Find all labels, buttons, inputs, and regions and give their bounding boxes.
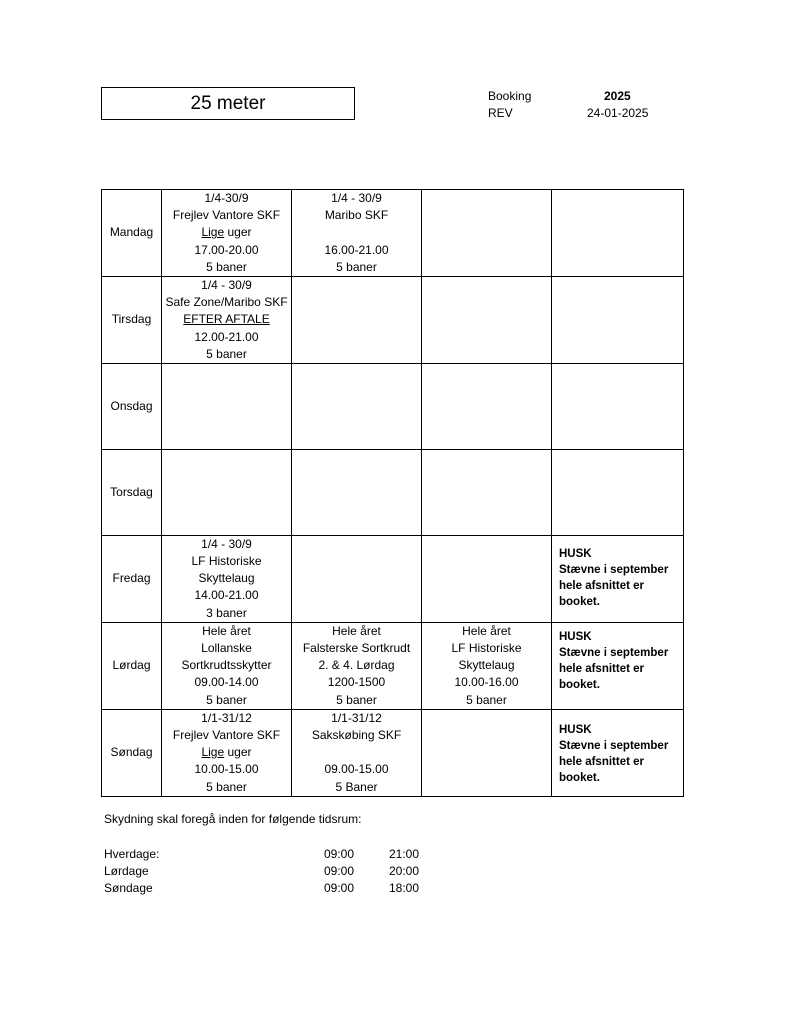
booking-cell xyxy=(162,622,292,709)
time-from: 09:00 xyxy=(324,847,355,861)
booking-line: Lollanske xyxy=(201,641,252,655)
reminder-cell xyxy=(552,622,684,709)
booking-line: 5 Baner xyxy=(335,779,378,794)
booking-cell xyxy=(552,190,684,277)
booking-line: 5 baner xyxy=(206,346,247,361)
reminder-line: HUSK xyxy=(559,630,592,643)
rev-label: REV xyxy=(488,106,513,120)
booking-line: Sortkrudtsskytter xyxy=(181,658,272,673)
booking-line: EFTER AFTALE xyxy=(183,312,270,327)
day-label: Mandag xyxy=(102,190,162,277)
schedule-row xyxy=(102,363,684,449)
booking-cell xyxy=(552,449,684,535)
booking-cell xyxy=(422,535,552,622)
booking-line: Hele året xyxy=(202,623,251,638)
footer-intro: Skydning skal foregå inden for følgende tidsrum: xyxy=(104,812,362,826)
booking-line: Skyttelaug xyxy=(458,658,515,673)
booking-line: 2. & 4. Lørdag xyxy=(318,658,395,673)
booking-line: Frejlev Vantore SKF xyxy=(172,208,281,223)
booking-line: 5 baner xyxy=(206,779,247,794)
time-to: 18:00 xyxy=(389,881,420,895)
booking-line: 5 baner xyxy=(206,259,247,274)
booking-line: 1/1-31/12 xyxy=(331,710,382,725)
day-label: Torsdag xyxy=(102,449,162,535)
booking-cell xyxy=(162,276,292,363)
booking-cell xyxy=(422,622,552,709)
time-to: 21:00 xyxy=(389,847,420,861)
booking-cell xyxy=(292,709,422,796)
day-label: Onsdag xyxy=(102,363,162,449)
booking-cell xyxy=(162,190,292,277)
reminder-line: booket. xyxy=(559,678,600,691)
booking-line: Frejlev Vantore SKF xyxy=(172,727,281,742)
booking-line: 1200-1500 xyxy=(327,675,386,690)
reminder-line: Stævne i september xyxy=(559,646,669,659)
reminder-line: Stævne i september xyxy=(559,739,669,752)
reminder-cell xyxy=(552,709,684,796)
day-label: Tirsdag xyxy=(102,276,162,363)
booking-cell xyxy=(292,363,422,449)
booking-line xyxy=(292,224,421,241)
schedule-row xyxy=(102,276,684,363)
booking-cell xyxy=(422,276,552,363)
booking-cell xyxy=(162,535,292,622)
booking-line: 5 baner xyxy=(466,692,507,707)
time-label: Hverdage: xyxy=(104,847,160,861)
booking-line: 09.00-15.00 xyxy=(324,762,389,777)
reminder-line: booket. xyxy=(559,771,600,784)
booking-cell xyxy=(422,363,552,449)
schedule-row xyxy=(102,709,684,796)
booking-line: Hele året xyxy=(462,623,511,638)
booking-line: Sakskøbing SKF xyxy=(311,727,402,742)
booking-line: Skyttelaug xyxy=(198,571,255,586)
schedule-table xyxy=(101,189,684,797)
day-label: Lørdag xyxy=(102,622,162,709)
booking-line: 3 baner xyxy=(206,605,247,620)
booking-cell xyxy=(292,535,422,622)
booking-line: 12.00-21.00 xyxy=(194,329,259,344)
booking-line: 1/4 - 30/9 xyxy=(201,536,252,551)
reminder-line: Stævne i september xyxy=(559,563,669,576)
booking-cell xyxy=(162,709,292,796)
booking-line: 1/4 - 30/9 xyxy=(201,277,252,292)
time-from: 09:00 xyxy=(324,864,355,878)
booking-line: 14.00-21.00 xyxy=(194,588,259,603)
booking-cell xyxy=(422,190,552,277)
booking-cell xyxy=(422,449,552,535)
booking-line: 5 baner xyxy=(336,259,377,274)
reminder-line: hele afsnittet er xyxy=(559,662,644,675)
booking-cell xyxy=(422,709,552,796)
booking-line: LF Historiske xyxy=(191,554,262,569)
booking-line: 10.00-15.00 xyxy=(194,762,259,777)
rev-date: 24-01-2025 xyxy=(587,106,649,120)
schedule-row xyxy=(102,190,684,277)
booking-label: Booking xyxy=(488,89,532,103)
booking-line: 09.00-14.00 xyxy=(194,675,259,690)
booking-line: Lige uger xyxy=(201,225,252,240)
booking-line: 5 baner xyxy=(206,692,247,707)
booking-line: 17.00-20.00 xyxy=(194,242,259,257)
booking-year: 2025 xyxy=(604,89,631,103)
day-label: Søndag xyxy=(102,709,162,796)
reminder-line: hele afsnittet er xyxy=(559,755,644,768)
booking-line: Hele året xyxy=(332,623,381,638)
booking-line: 1/4-30/9 xyxy=(204,191,249,205)
booking-cell xyxy=(552,363,684,449)
reminder-line: HUSK xyxy=(559,723,592,736)
reminder-line: hele afsnittet er xyxy=(559,579,644,592)
booking-cell xyxy=(292,449,422,535)
booking-line: Lige uger xyxy=(201,745,252,760)
schedule-row xyxy=(102,622,684,709)
time-label: Lørdage xyxy=(104,864,149,878)
booking-line: 5 baner xyxy=(336,692,377,707)
reminder-line: HUSK xyxy=(559,547,592,560)
time-from: 09:00 xyxy=(324,881,355,895)
booking-line xyxy=(292,744,421,761)
booking-line: Safe Zone/Maribo SKF xyxy=(165,295,288,310)
schedule-row xyxy=(102,535,684,622)
page-title: 25 meter xyxy=(101,87,355,120)
booking-line: 10.00-16.00 xyxy=(454,675,519,690)
booking-line: Maribo SKF xyxy=(324,208,389,223)
time-label: Søndage xyxy=(104,881,153,895)
booking-cell xyxy=(292,622,422,709)
day-label: Fredag xyxy=(102,535,162,622)
booking-cell xyxy=(162,363,292,449)
booking-cell xyxy=(292,276,422,363)
time-to: 20:00 xyxy=(389,864,420,878)
booking-line: 16.00-21.00 xyxy=(324,242,389,257)
booking-line: LF Historiske xyxy=(451,641,522,655)
booking-line: 1/4 - 30/9 xyxy=(331,191,382,205)
reminder-cell xyxy=(552,535,684,622)
booking-line: 1/1-31/12 xyxy=(201,710,252,725)
booking-line: Falsterske Sortkrudt xyxy=(302,641,411,655)
reminder-line: booket. xyxy=(559,595,600,608)
booking-cell xyxy=(552,276,684,363)
booking-cell xyxy=(292,190,422,277)
booking-cell xyxy=(162,449,292,535)
schedule-row xyxy=(102,449,684,535)
